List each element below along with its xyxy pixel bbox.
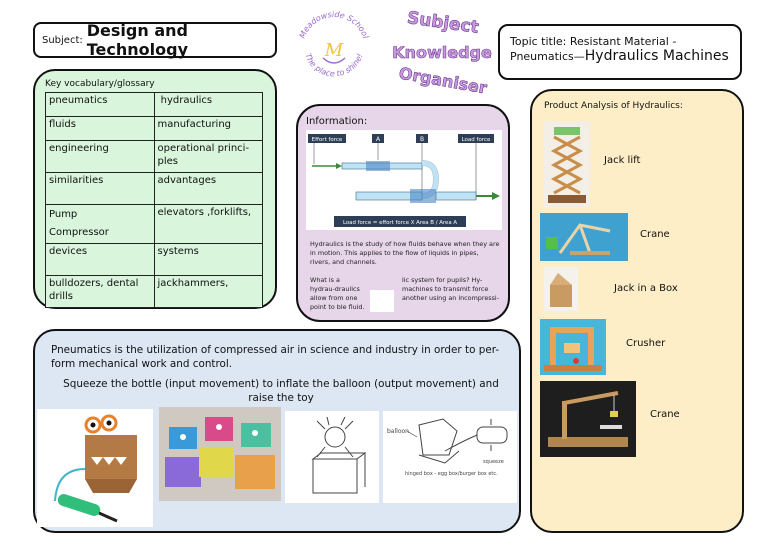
vocab-title: Key vocabulary/glossary (45, 79, 155, 89)
vocab-cell: elevators ,forklifts, (154, 205, 263, 244)
pneumatics-definition: Pneumatics is the utilization of compressed air in science and industry in order to per-form mechanical work and control. (51, 344, 500, 370)
sketch-label-squeeze: squeeze (483, 459, 504, 465)
hydraulic-formula: Load force = effort force X Area B / Area A (342, 220, 458, 226)
product-label-3: Jack in a Box (614, 283, 678, 294)
sko-word-1: Subject (405, 8, 480, 38)
vocab-cell: pneumatics (46, 93, 155, 117)
topic-line-2-prefix: Pneumatics— (510, 50, 585, 63)
info-text-1: Hydraulics is the study of how fluids behave when they are in motion. This applies to the flow of liquids in pipes, rivers, and channels. (310, 240, 500, 266)
vocab-cell: devices (46, 244, 155, 276)
vocab-row (46, 93, 263, 117)
crane-image-2 (540, 381, 636, 457)
vocab-cell: hydraulics (154, 93, 263, 117)
vocab-box (33, 69, 277, 309)
load-force-label: Load force (461, 137, 491, 143)
vocab-table (45, 92, 263, 308)
info-box (296, 104, 510, 322)
vocab-cell: bulldozers, dental drills (46, 276, 155, 308)
topic-line-2-main: Hydraulics Machines (584, 48, 729, 64)
area-a-label: A (375, 136, 381, 143)
vocab-row (46, 276, 263, 308)
subject-value: Design and Technology (86, 21, 189, 59)
info-col-2: lic system for pupils? Hy-machines to transmit force another using an incompressi- (402, 276, 500, 302)
topic-line-1: Topic title: Resistant Material - (510, 35, 677, 48)
subject-box (33, 22, 277, 58)
sketch-label-balloon: balloon (387, 428, 409, 435)
sketch-label-box: hinged box - egg box/burger box etc. (405, 471, 498, 477)
jack-in-a-box-image (544, 267, 578, 311)
vocab-row (46, 141, 263, 173)
svg-text:Meadowside School (298, 10, 371, 40)
effort-force-label: Effort force (311, 137, 343, 143)
logo-bottom-text: The place to shine! (303, 52, 365, 79)
product-label-5: Crane (650, 409, 680, 420)
vocab-cell: operational princi-ples (154, 141, 263, 173)
logo-top-text: Meadowside School (297, 9, 371, 40)
product-label-1: Jack lift (604, 155, 641, 166)
vocab-cell: Pump Compressor (46, 205, 155, 244)
logo-initials: M (324, 40, 344, 61)
monster-toys-group-image (159, 407, 281, 501)
vocab-row (46, 244, 263, 276)
vocab-cell: systems (154, 244, 263, 276)
pneumatics-box (33, 329, 521, 533)
jack-in-box-sketch-image (285, 411, 379, 503)
school-logo (293, 6, 375, 86)
topic-line-2 (510, 49, 730, 64)
vocab-cell: manufacturing (154, 117, 263, 141)
sko-title (388, 6, 498, 98)
info-columns (310, 276, 500, 320)
crusher-image (540, 319, 606, 375)
vocab-row (46, 173, 263, 205)
area-b-label: B (419, 136, 425, 143)
product-box (530, 89, 744, 533)
info-col-1: What is a hydrau-draulics allow from one point to ble fluid. (310, 276, 365, 311)
vocab-cell: similarities (46, 173, 155, 205)
product-title: Product Analysis of Hydraulics: (544, 101, 683, 111)
info-title: Information: (306, 116, 368, 127)
vocab-row (46, 117, 263, 141)
vocab-row (46, 205, 263, 244)
product-label-2: Crane (640, 229, 670, 240)
vocab-cell: advantages (154, 173, 263, 205)
hydraulic-diagram (306, 130, 502, 230)
info-blank-area (370, 290, 394, 312)
jack-lift-image (544, 121, 590, 207)
vocab-cell: fluids (46, 117, 155, 141)
monster-box-toy-image (37, 409, 153, 527)
vocab-cell: jackhammers, (154, 276, 263, 308)
vocab-cell: engineering (46, 141, 155, 173)
topic-box (498, 24, 742, 80)
pneumatics-instruction: Squeeze the bottle (input movement) to inflate the balloon (output movement) and raise the toy (63, 378, 499, 404)
balloon-box-sketch-image (383, 411, 517, 503)
subject-label: Subject: (42, 34, 83, 46)
sko-word-3: Organiser (397, 63, 489, 98)
sko-word-2: Knowledge (392, 43, 492, 62)
product-label-4: Crusher (626, 338, 666, 349)
crane-image-1 (540, 213, 628, 261)
